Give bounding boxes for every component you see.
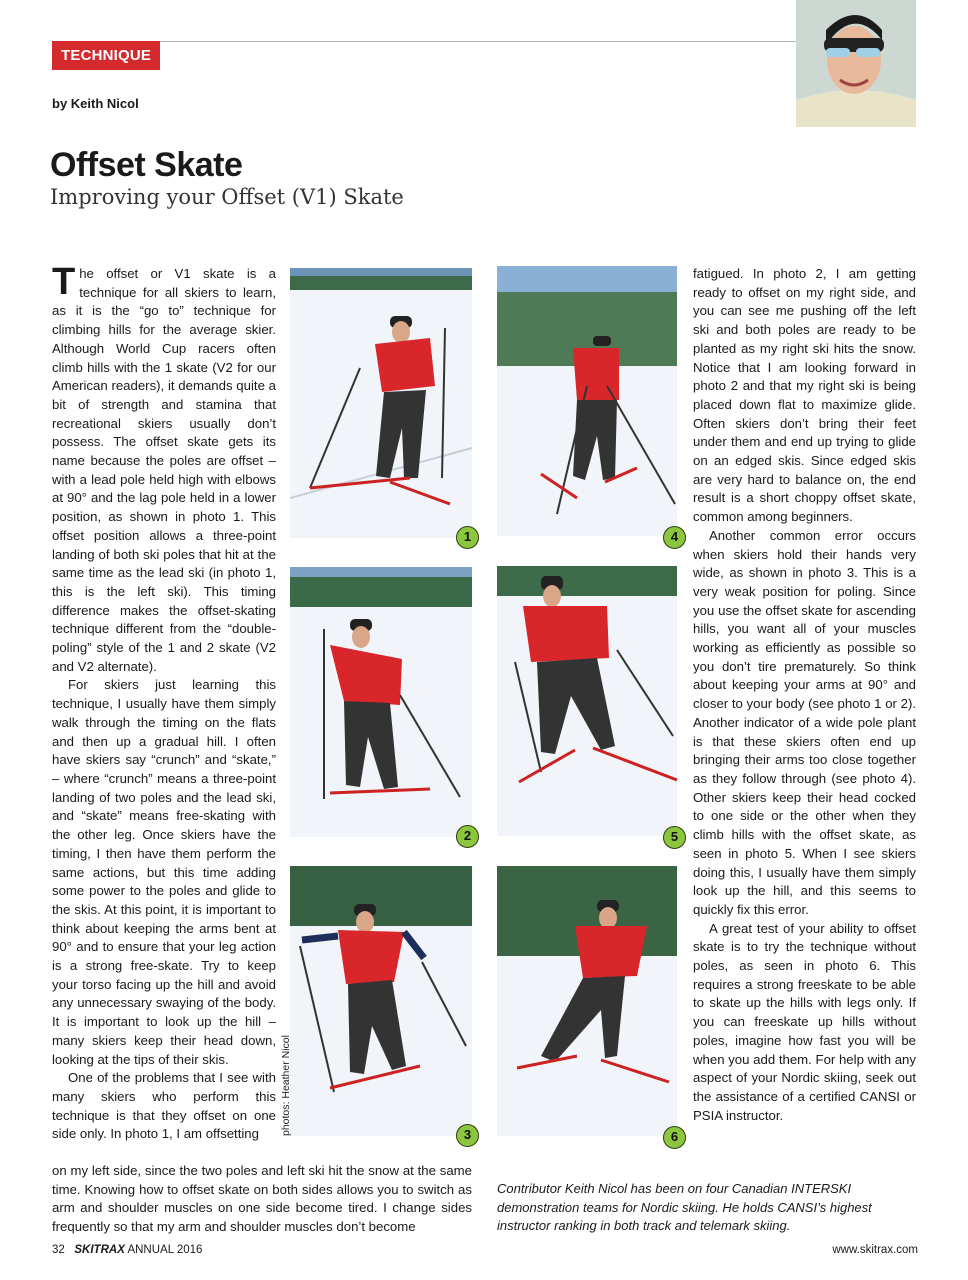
photo-number: 4 [663, 526, 686, 549]
section-badge: TECHNIQUE [52, 41, 160, 70]
paragraph: fatigued. In photo 2, I am getting ready to offset on my right side, and you can see me pushing off the left ski and both poles are ready to be planted as my right ski hits the snow. Notice that I am looking forward in photo 2 and that my right ski is being placed down flat to maximize glide. Often skiers don’t bring their feet under them and end up trying to glide on an edged skis. Since edged skis are very hard to balance on, the end result is a short choppy offset skate, common among beginners. [693, 266, 916, 525]
photo-credit: photos: Heather Nicol [280, 1035, 292, 1136]
article-title: Offset Skate [50, 146, 243, 184]
article-subtitle: Improving your Offset (V1) Skate [50, 185, 404, 209]
page-number: 32 [52, 1244, 65, 1256]
photo-5 [497, 566, 679, 844]
photo-number: 1 [456, 526, 479, 549]
photo-number: 6 [663, 1126, 686, 1149]
footer-url[interactable]: www.skitrax.com [832, 1244, 918, 1256]
footer-folio [52, 1244, 202, 1256]
header-rule [52, 41, 796, 42]
byline: by Keith Nicol [52, 96, 139, 111]
paragraph: For skiers just learning this technique, I usually have them simply walk through the timing on the flats and then up a gradual hill. I often have skiers say “crunch” and “skate,” – where “crunch” means a three-point landing of two poles and the lead ski, and “skate” means free-skating with the other leg. Once skiers have the timing, I then have them perform the same actions, but this time adding some power to the poles and glide to the skis. At this point, it is important to think about keeping the arms bent at 90° and to ensure that your leg action is a strong free-skate. Try to keep your torso facing up the hill and avoid any unnecessary swaying of the body. It is important to look up the hill – many skiers keep their head down, looking at the tips of their skis. [52, 677, 276, 1067]
photo-6 [497, 866, 679, 1144]
contributor-note: Contributor Keith Nicol has been on four Canadian INTERSKI demonstration teams for Nordic skiing. He holds CANSI’s highest instructor ranking in both track and telemark skiing. [497, 1181, 872, 1234]
photo-number: 2 [456, 825, 479, 848]
drop-cap: T [52, 261, 76, 303]
body-column-3 [693, 265, 916, 1125]
magazine-name: SKITRAX [74, 1244, 125, 1256]
paragraph: on my left side, since the two poles and left ski hit the snow at the same time. Knowing how to offset skate on both sides allows you to switch as arm and shoulder muscles on one side become tired. I change sides frequently so that my arm and shoulder muscles don’t become [52, 1163, 472, 1235]
paragraph [52, 261, 276, 676]
paragraph: Another common error occurs when skiers hold their hands very wide, as shown in photo 3. This is a very weak position for poling. Since you use the offset skate for ascending hills, you want all of your muscles working as efficiently as possible so you don’t tire prematurely. So think about keeping your arms at 90° and closer to your body (see photo 1 or 2). Another indicator of a wide pole plant is that these skiers often end up bringing their arms too close together as they follow through (see photo 4). Other skiers keep their head cocked to one side or the other when they climb hills with the offset skate, as seen in photo 5. When I see skiers doing this, I usually have them simply look up the hill, and this seems to quickly fix this error. [693, 527, 916, 917]
body-column-1 [52, 261, 276, 1144]
author-portrait [796, 0, 916, 127]
paragraph-text: he offset or V1 skate is a technique for all skiers to learn, as it is the “go to” technique for climbing hills for the average skier. Although World Cup racers often climb hills with the 1 skate (V2 for our American readers), it demands quite a bit of strength and stamina that recreational skiers usually don’t possess. The offset skate gets its name because the poles are offset – with a lead pole held high with elbows at 90° and the lag pole held in a lower position, as shown in photo 1. This offset position allows a three-point landing of both ski poles that hit at the same time as the lead ski (in photo 1, this is the left ski). This timing difference makes the offset-skating technique different from the “double-poling” style of the 1 and 2 skate (V2 and V2 alternate). [52, 266, 276, 674]
photo-number: 5 [663, 826, 686, 849]
photo-number: 3 [456, 1124, 479, 1147]
photo-2 [290, 567, 472, 843]
paragraph: A great test of your ability to offset skate is to try the technique without poles, as seen in photo 6. This requires a strong freeskate to be able to skate up the hills with legs only. If you can freeskate up hills without poles, imagine how fast you will be when you add them. For help with any aspect of your Nordic skiing, seek out the assistance of a certified CANSI or PSIA instructor. [693, 920, 916, 1123]
photo-4 [497, 266, 679, 544]
issue-label: ANNUAL 2016 [127, 1244, 203, 1256]
photo-1 [290, 268, 472, 544]
body-column-continuation [52, 1162, 472, 1237]
photo-3 [290, 866, 472, 1142]
paragraph: One of the problems that I see with many skiers who perform this technique is that they offset on one side only. In photo 1, I am offsetting [52, 1070, 276, 1142]
